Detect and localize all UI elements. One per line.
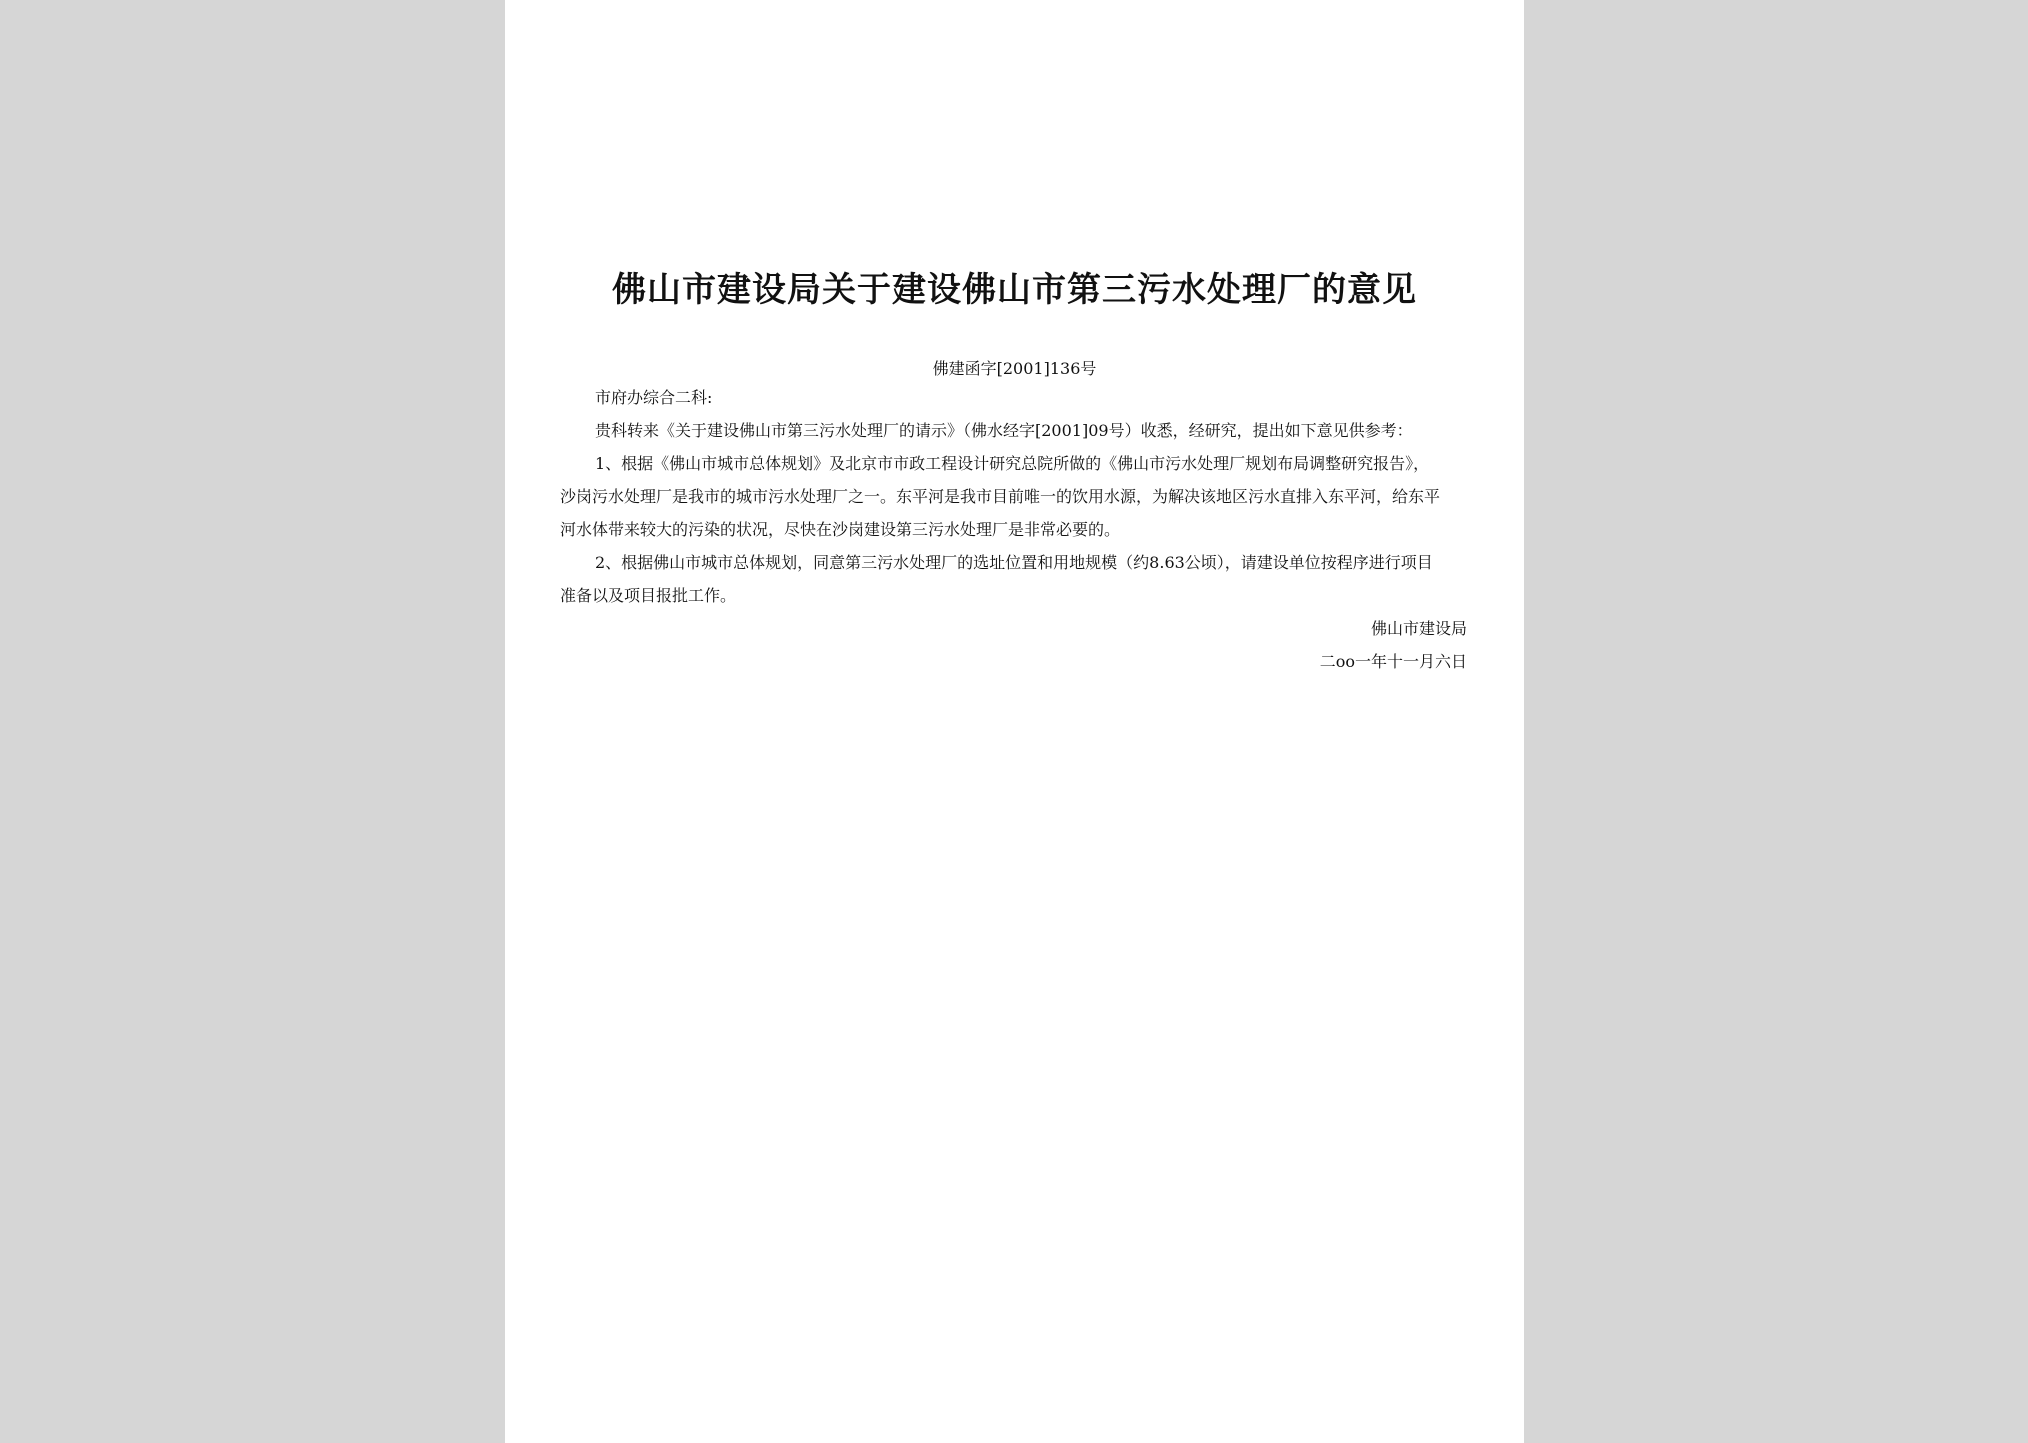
document-number: 佛建函字[2001]136号 bbox=[932, 359, 1097, 378]
signature-date: 二oo一年十一月六日 bbox=[1319, 652, 1467, 671]
item1-line1: 1、根据《佛山市城市总体规划》及北京市市政工程设计研究总院所做的《佛山市污水处理厂规划布局调整研究报告》， bbox=[595, 454, 1430, 473]
item1-line2: 沙岗污水处理厂是我市的城市污水处理厂之一。东平河是我市目前唯一的饮用水源，为解决该地区污水直排入东平河，给东平 bbox=[560, 487, 1441, 506]
addressee: 市府办综合二科: bbox=[595, 388, 713, 407]
intro-paragraph: 贵科转来《关于建设佛山市第三污水处理厂的请示》（佛水经字[2001]09号）收悉，经研究，提出如下意见供参考： bbox=[595, 421, 1413, 440]
item1-line3: 河水体带来较大的污染的状况，尽快在沙岗建设第三污水处理厂是非常必要的。 bbox=[560, 520, 1121, 539]
document-title: 佛山市建设局关于建设佛山市第三污水处理厂的意见 bbox=[612, 270, 1417, 310]
signature-organization: 佛山市建设局 bbox=[1370, 619, 1467, 638]
document-page bbox=[505, 0, 1524, 1443]
item2-line2: 准备以及项目报批工作。 bbox=[560, 586, 737, 605]
item2-line1: 2、根据佛山市城市总体规划，同意第三污水处理厂的选址位置和用地规模（约8.63公顷），请建设单位按程序进行项目 bbox=[595, 553, 1433, 572]
